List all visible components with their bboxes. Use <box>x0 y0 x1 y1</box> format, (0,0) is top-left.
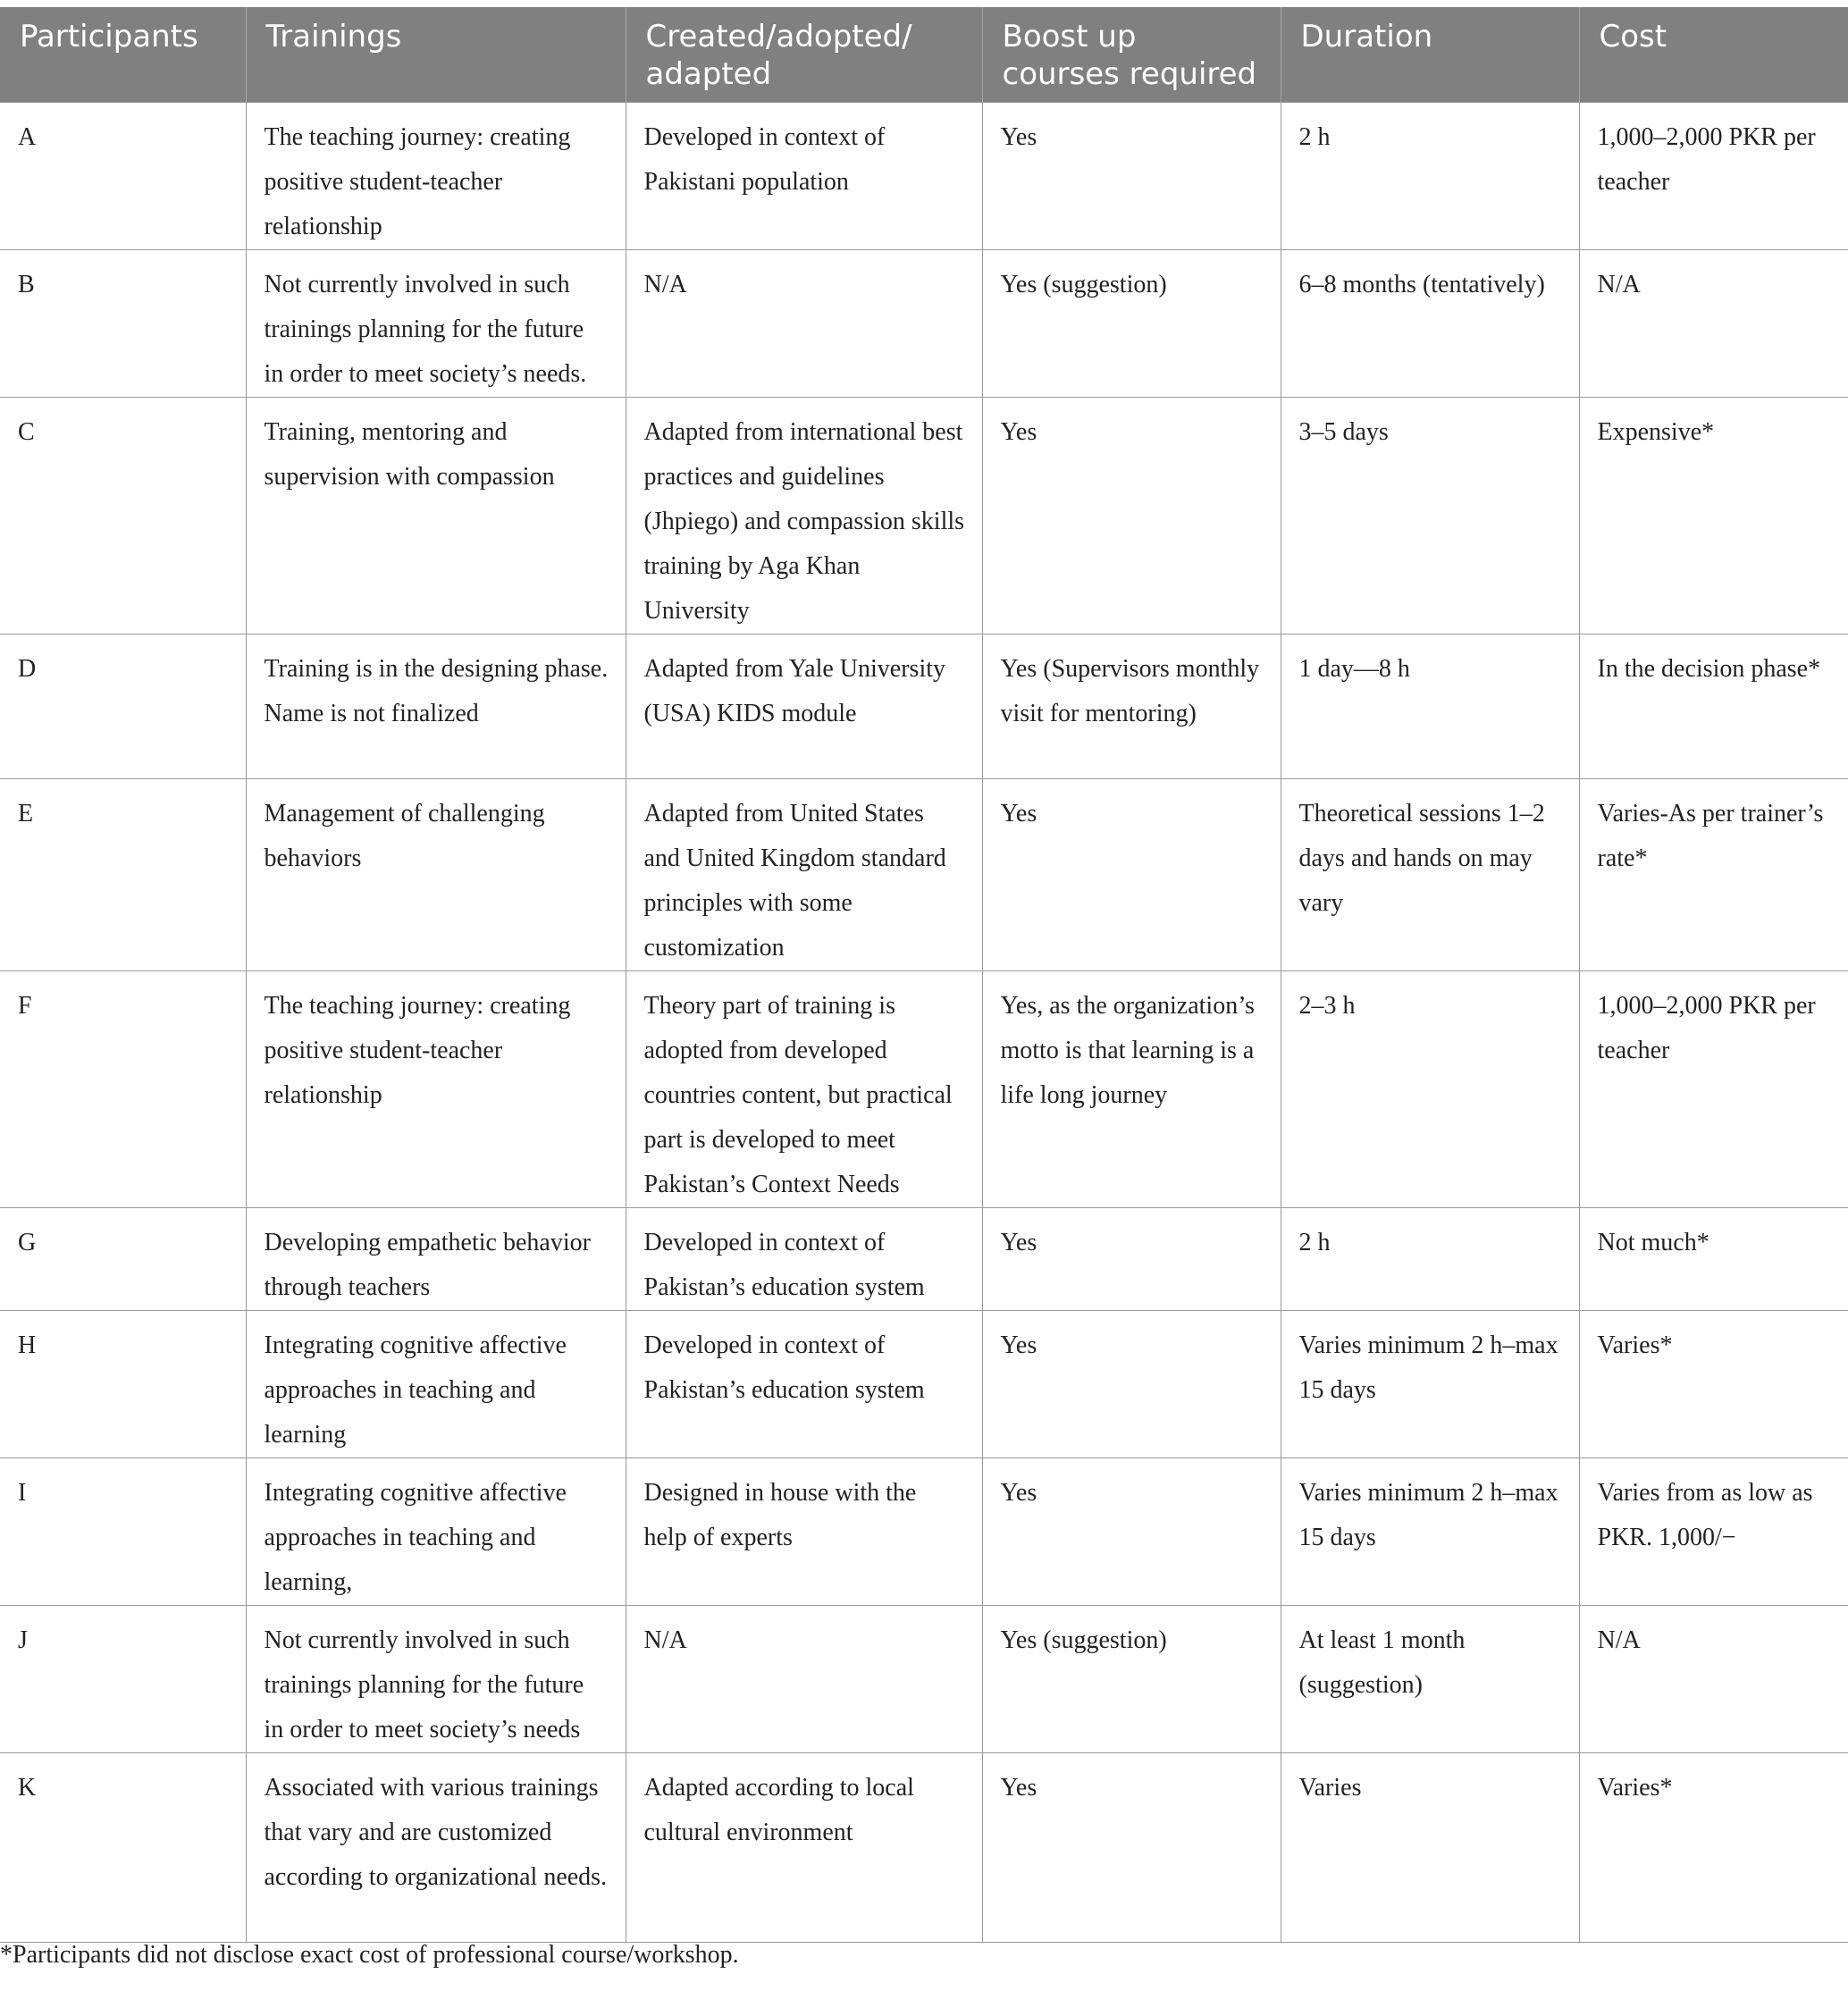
cell-boost-up: Yes <box>982 1311 1281 1458</box>
cell-duration: Theoretical sessions 1–2 days and hands on may vary <box>1281 779 1579 971</box>
cell-boost-up: Yes <box>982 1458 1281 1606</box>
cell-training: The teaching journey: creating positive student-teacher relationship <box>246 971 626 1208</box>
cell-training: Developing empathetic behavior through teachers <box>246 1208 626 1311</box>
cell-participant: K <box>0 1753 246 1943</box>
cell-origin: Developed in context of Pakistan’s education system <box>626 1311 982 1458</box>
cell-participant: J <box>0 1606 246 1753</box>
cell-boost-up: Yes <box>982 779 1281 971</box>
cell-origin: Adapted from United States and United Kingdom standard principles with some customization <box>626 779 982 971</box>
cell-training: Training is in the designing phase. Name is not finalized <box>246 634 626 779</box>
cell-boost-up: Yes (Supervisors monthly visit for mentoring) <box>982 634 1281 779</box>
table-container <box>0 7 1848 1943</box>
table-row <box>0 1458 1848 1606</box>
header-duration: Duration <box>1281 7 1579 103</box>
cell-boost-up: Yes (suggestion) <box>982 1606 1281 1753</box>
cell-origin: N/A <box>626 250 982 398</box>
table-row <box>0 1753 1848 1943</box>
cell-origin: Adapted from Yale University (USA) KIDS module <box>626 634 982 779</box>
cell-participant: I <box>0 1458 246 1606</box>
cell-boost-up: Yes <box>982 103 1281 250</box>
cell-training: Training, mentoring and supervision with compassion <box>246 398 626 634</box>
table-row <box>0 103 1848 250</box>
cell-cost: N/A <box>1579 250 1848 398</box>
cell-cost: 1,000–2,000 PKR per teacher <box>1579 103 1848 250</box>
cell-boost-up: Yes <box>982 1208 1281 1311</box>
cell-participant: A <box>0 103 246 250</box>
cell-duration: 1 day—8 h <box>1281 634 1579 779</box>
table-row <box>0 1311 1848 1458</box>
cell-duration: 2–3 h <box>1281 971 1579 1208</box>
cell-origin: N/A <box>626 1606 982 1753</box>
cell-duration: At least 1 month (suggestion) <box>1281 1606 1579 1753</box>
header-row <box>0 7 1848 103</box>
table-footnote: *Participants did not disclose exact cost of professional course/workshop. <box>0 1941 739 1969</box>
table-row <box>0 1606 1848 1753</box>
cell-cost: Varies* <box>1579 1753 1848 1943</box>
cell-cost: 1,000–2,000 PKR per teacher <box>1579 971 1848 1208</box>
cell-cost: Expensive* <box>1579 398 1848 634</box>
cell-duration: 2 h <box>1281 103 1579 250</box>
table-row <box>0 250 1848 398</box>
cell-origin: Developed in context of Pakistani population <box>626 103 982 250</box>
table-row <box>0 779 1848 971</box>
cell-participant: D <box>0 634 246 779</box>
cell-origin: Theory part of training is adopted from developed countries content, but practical part is developed to meet Pakistan’s Context Needs <box>626 971 982 1208</box>
cell-origin: Developed in context of Pakistan’s education system <box>626 1208 982 1311</box>
cell-training: Associated with various trainings that vary and are customized according to organizational needs. <box>246 1753 626 1943</box>
cell-cost: In the decision phase* <box>1579 634 1848 779</box>
cell-participant: C <box>0 398 246 634</box>
header-trainings: Trainings <box>246 7 626 103</box>
cell-cost: N/A <box>1579 1606 1848 1753</box>
cell-training: Integrating cognitive affective approaches in teaching and learning, <box>246 1458 626 1606</box>
table-row <box>0 398 1848 634</box>
cell-participant: F <box>0 971 246 1208</box>
cell-origin: Adapted according to local cultural environment <box>626 1753 982 1943</box>
cell-duration: 6–8 months (tentatively) <box>1281 250 1579 398</box>
cell-cost: Varies* <box>1579 1311 1848 1458</box>
cell-boost-up: Yes <box>982 1753 1281 1943</box>
cell-cost: Not much* <box>1579 1208 1848 1311</box>
header-created-adopted-adapted: Created/adopted/ adapted <box>626 7 982 103</box>
cell-duration: Varies <box>1281 1753 1579 1943</box>
cell-training: Management of challenging behaviors <box>246 779 626 971</box>
header-cost: Cost <box>1579 7 1848 103</box>
cell-training: Integrating cognitive affective approaches in teaching and learning <box>246 1311 626 1458</box>
cell-training: Not currently involved in such trainings planning for the future in order to meet society’s needs. <box>246 250 626 398</box>
cell-training: The teaching journey: creating positive student-teacher relationship <box>246 103 626 250</box>
cell-boost-up: Yes, as the organization’s motto is that learning is a life long journey <box>982 971 1281 1208</box>
cell-training: Not currently involved in such trainings planning for the future in order to meet society’s needs <box>246 1606 626 1753</box>
table-row <box>0 634 1848 779</box>
training-table <box>0 7 1848 1943</box>
cell-duration: Varies minimum 2 h–max 15 days <box>1281 1311 1579 1458</box>
cell-origin: Adapted from international best practices and guidelines (Jhpiego) and compassion skills training by Aga Khan University <box>626 398 982 634</box>
cell-participant: H <box>0 1311 246 1458</box>
header-participants: Participants <box>0 7 246 103</box>
cell-participant: E <box>0 779 246 971</box>
cell-duration: 3–5 days <box>1281 398 1579 634</box>
cell-cost: Varies from as low as PKR. 1,000/− <box>1579 1458 1848 1606</box>
cell-boost-up: Yes (suggestion) <box>982 250 1281 398</box>
cell-participant: G <box>0 1208 246 1311</box>
cell-duration: 2 h <box>1281 1208 1579 1311</box>
cell-duration: Varies minimum 2 h–max 15 days <box>1281 1458 1579 1606</box>
cell-origin: Designed in house with the help of experts <box>626 1458 982 1606</box>
header-boost-up-courses: Boost up courses required <box>982 7 1281 103</box>
table-row <box>0 971 1848 1208</box>
cell-cost: Varies-As per trainer’s rate* <box>1579 779 1848 971</box>
table-row <box>0 1208 1848 1311</box>
cell-boost-up: Yes <box>982 398 1281 634</box>
cell-participant: B <box>0 250 246 398</box>
